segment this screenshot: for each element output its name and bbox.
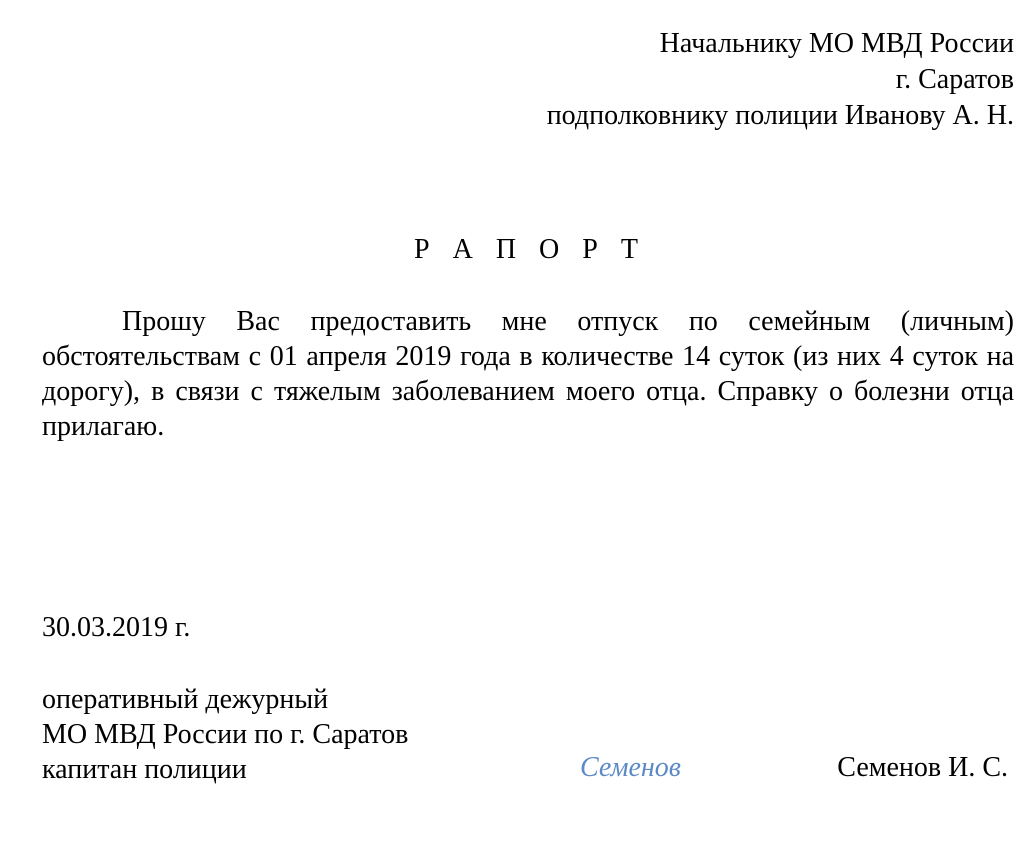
sender-line-2: МО МВД России по г. Саратов <box>42 719 409 750</box>
signer-name: Семенов И. С. <box>837 752 1008 783</box>
addressee-line-1: Начальнику МО МВД России <box>659 28 1014 59</box>
addressee-line-2: г. Саратов <box>895 64 1014 95</box>
sender-block <box>42 682 408 787</box>
report-date: 30.03.2019 г. <box>42 612 191 643</box>
addressee-line-3: подполковнику полиции Иванову А. Н. <box>546 100 1014 131</box>
sender-line-3: капитан полиции <box>42 754 247 785</box>
sender-line-1: оперативный дежурный <box>42 684 329 715</box>
report-body: Прошу Вас предоставить мне отпуск по семейным (личным) обстоятельствам с 01 апреля 2019 года в количестве 14 суток (из них 4 суток на дорогу), в связи с тяжелым заболеванием моего отца. Справку о болезни отца прилагаю. <box>42 306 1014 442</box>
document-title: Р А П О Р Т <box>414 234 646 265</box>
addressee-block <box>547 26 1014 134</box>
handwritten-signature: Семенов <box>580 752 681 783</box>
